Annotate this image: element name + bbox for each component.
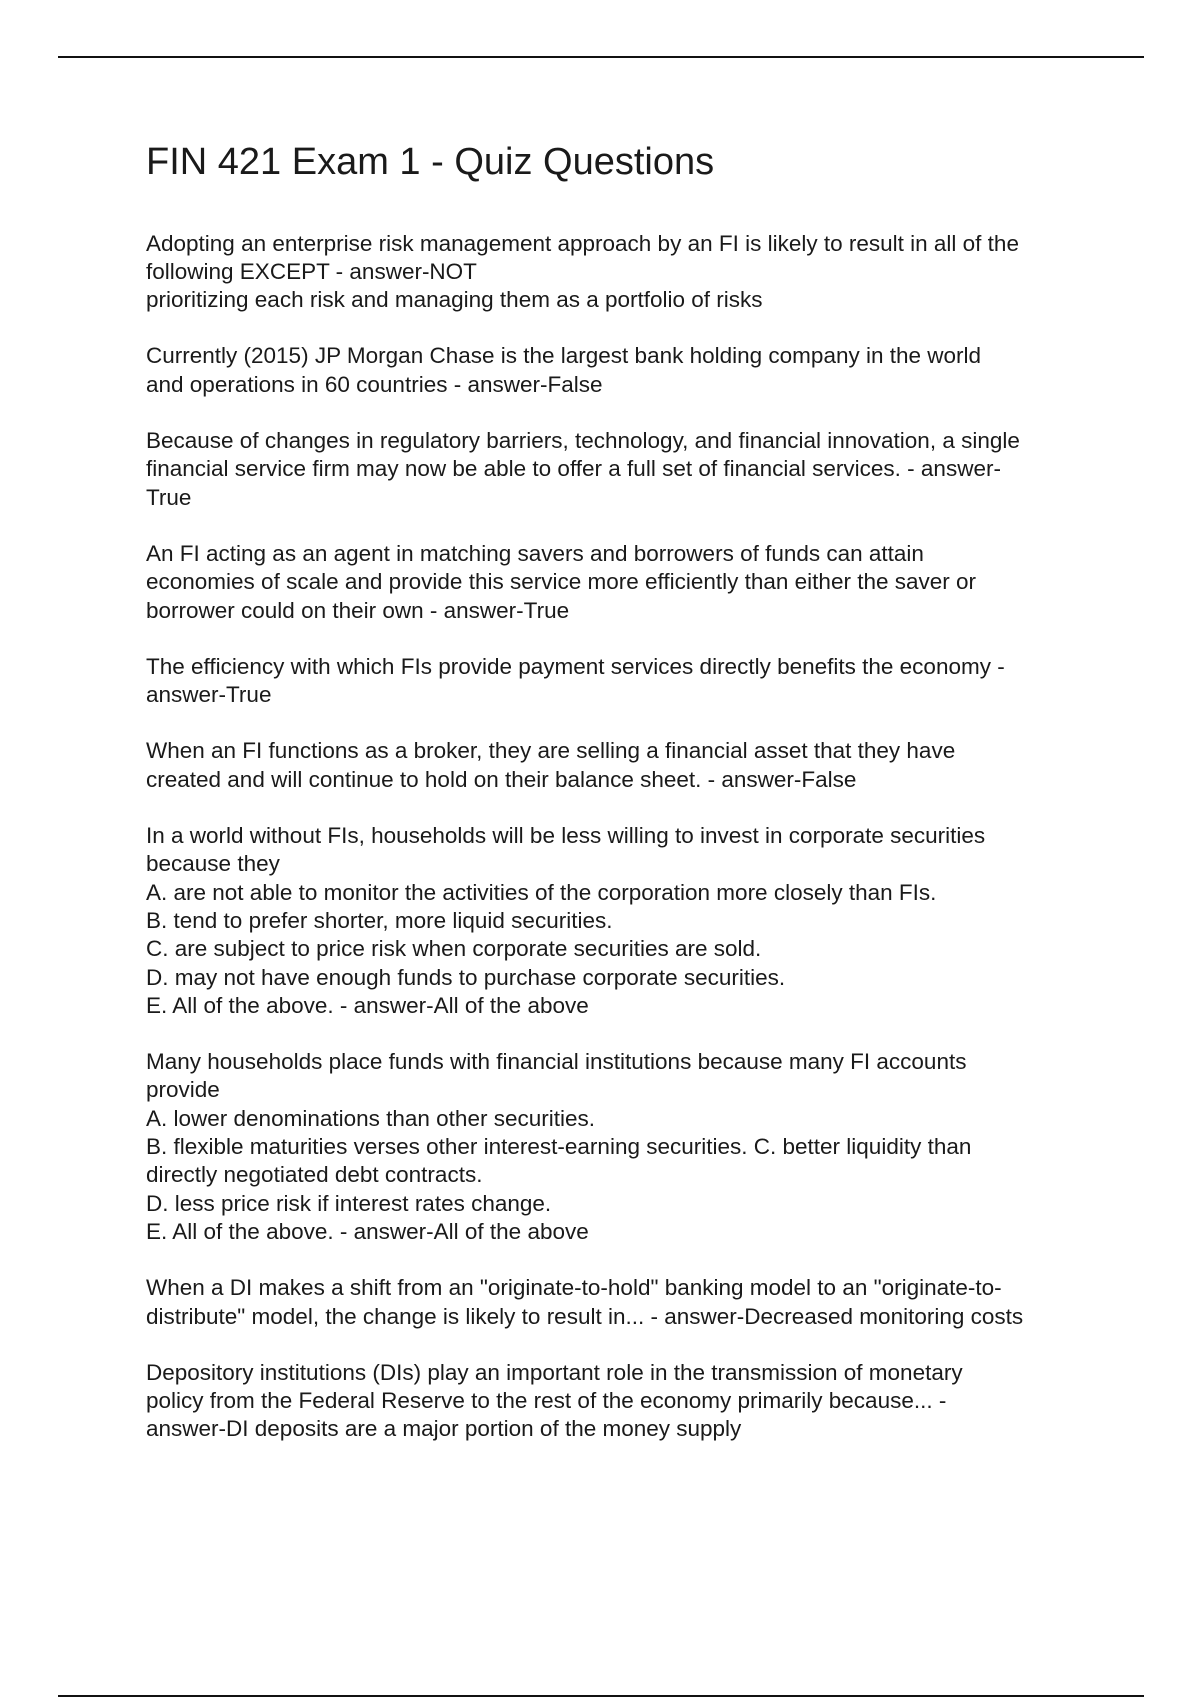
qa-item: The efficiency with which FIs provide payment services directly benefits the economy - answer-True xyxy=(146,653,1005,708)
qa-item: Many households place funds with financial institutions because many FI accounts provide A. lower denominations than other securities. B. flexible maturities verses other interest-earning securities. C. better liquidity than directly negotiated debt contracts. D. less price risk if interest rates change. E. All of the above. - answer-All of the above xyxy=(146,1049,972,1244)
top-rule xyxy=(58,56,1144,58)
qa-item: In a world without FIs, households will be less willing to invest in corporate securities because they A. are not able to monitor the activities of the corporation more closely than FIs. B. tend to prefer shorter, more liquid securities. C. are subject to price risk when corporate securities are sold. D. may not have enough funds to purchase corporate securities. E. All of the above. - answer-All of the above xyxy=(146,823,986,1018)
qa-item: Adopting an enterprise risk management approach by an FI is likely to result in all of the following EXCEPT - answer-NOT prioritizing each risk and managing them as a portfolio of risks xyxy=(146,230,1019,313)
document-body xyxy=(146,140,1096,1472)
qa-item: Because of changes in regulatory barriers, technology, and financial innovation, a single financial service firm may now be able to offer a full set of financial services. - answer- True xyxy=(146,428,1020,510)
bottom-rule xyxy=(58,1695,1144,1697)
page-title: FIN 421 Exam 1 - Quiz Questions xyxy=(146,141,715,183)
qa-item: Depository institutions (DIs) play an important role in the transmission of monetary policy from the Federal Reserve to the rest of the economy primarily because... - answer-DI deposits are a major portion of the money supply xyxy=(146,1359,963,1442)
qa-item: An FI acting as an agent in matching savers and borrowers of funds can attain economies of scale and provide this service more efficiently than either the saver or borrower could on their own - answer-True xyxy=(146,540,977,623)
qa-item: When an FI functions as a broker, they are selling a financial asset that they have created and will continue to hold on their balance sheet. - answer-False xyxy=(146,738,956,792)
qa-item: When a DI makes a shift from an "originate-to-hold" banking model to an "originate-to- distribute" model, the change is likely to result in... - answer-Decreased monitoring costs xyxy=(146,1275,1024,1329)
qa-item: Currently (2015) JP Morgan Chase is the largest bank holding company in the world and operations in 60 countries - answer-False xyxy=(146,343,982,397)
